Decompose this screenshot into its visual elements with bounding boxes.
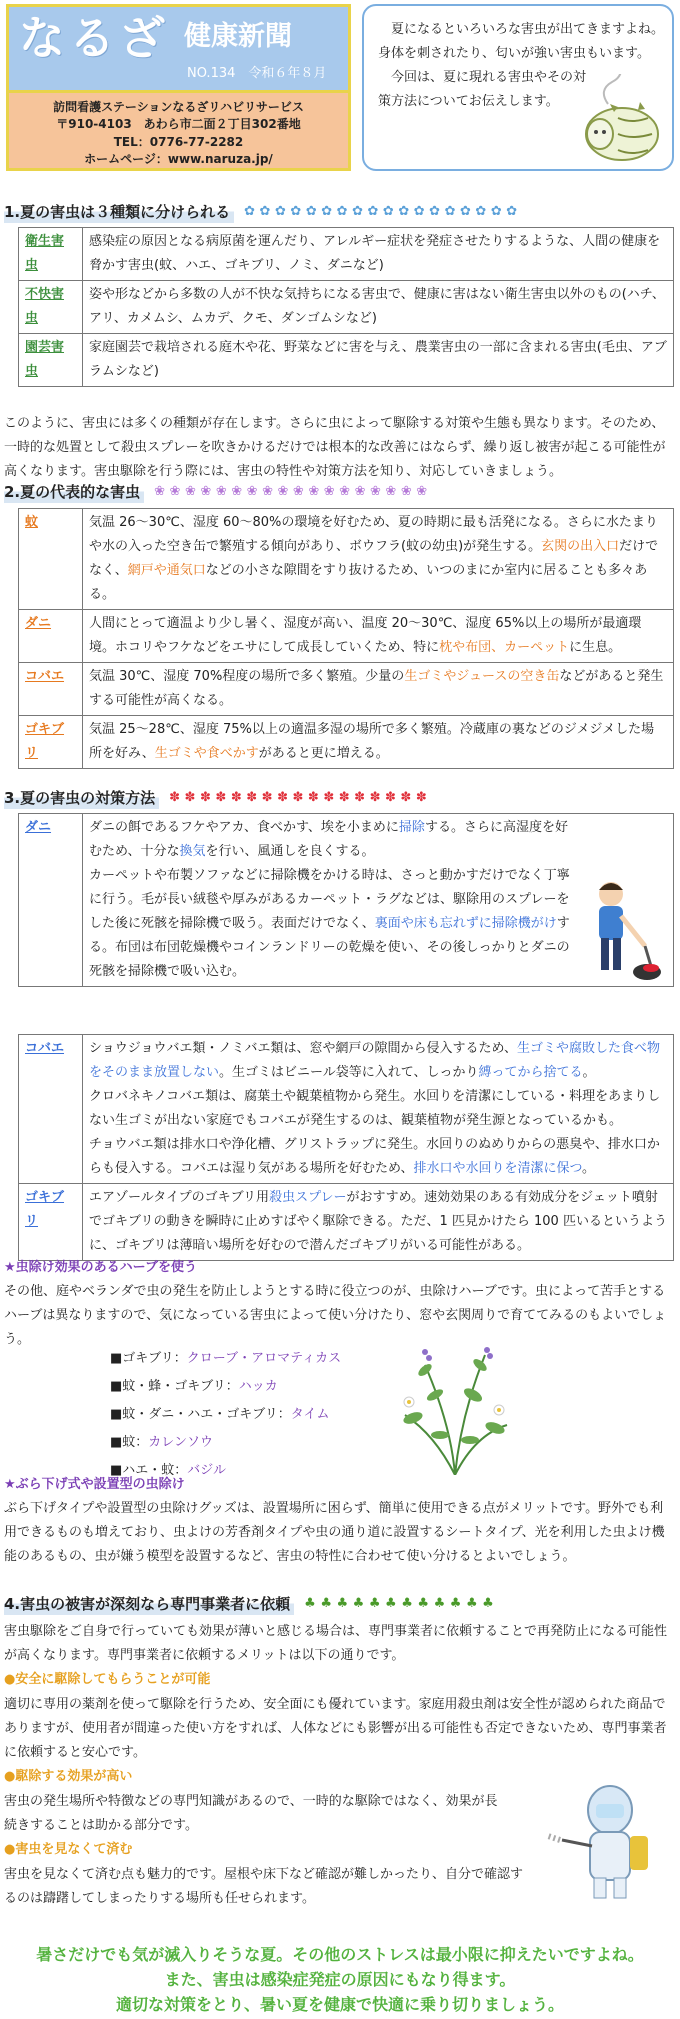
list-item: ■ゴキブリ：クローブ・アロマティカス [110,1351,342,1366]
table-row [19,1035,674,1184]
closing-line-2: また、害虫は感染症発症の原因にもなり得ます。 [164,1969,516,1989]
table-row [19,509,674,610]
category-key: 園芸害虫 [19,334,83,387]
org-homepage[interactable]: ホームページ：www.naruza.jp/ [84,152,273,167]
category-key: 衛生害虫 [19,228,83,281]
kobae-measures [83,1035,674,1184]
org-name: 訪問看護ステーションなるざリハビリサービス [53,100,304,114]
issue-number: NO.134 令和６年８月 [187,66,327,81]
pest-name: ゴキブリ [19,716,83,769]
section1-summary: このように、害虫には多くの種類が存在します。さらに虫によって駆除する対策や生態も異なります。そのため、一時的な処置として殺虫スプレーを吹きかけるだけでは根本的な改善にはならず、繰り返し被害が起こる可能性が高くなります。害虫駆除を行う際には、害虫の特性や対策方法を知り、対応していきましょう。 [4,416,666,480]
pest-name: コバエ [19,663,83,716]
point-text: 害虫の発生場所や特徴などの専門知識があるので、一時的な駆除ではなく、効果が長続きすることは助かる部分です。 [4,1794,498,1834]
org-tel: TEL：0776-77-2282 [113,134,244,149]
intro-paragraph-2: 今回は、夏に現れる害虫やその対策方法についてお伝えします。 [378,70,587,110]
list-item: ■蚊・ダニ・ハエ・ゴキブリ：タイム [110,1406,330,1422]
hibiscus-decoration-icons: ✽ ✽ ✽ ✽ ✽ ✽ ✽ ✽ ✽ ✽ ✽ ✽ ✽ ✽ ✽ ✽ ✽ [169,790,427,806]
herb-list [110,1345,341,1485]
point-title: ●駆除する効果が高い [4,1769,133,1784]
hanging-text: ぶら下げタイプや設置型の虫除けグッズは、設置場所に困らず、簡単に使用できる点がメリットです。野外でも利用できるものも増えており、虫よけの芳香剤タイプや虫の通り道に設置するシートタイプ、光を利用した虫よけ機能のあるもの、虫が嫌う模型を設置するなど、害虫の特性に合わせて使い分けるとよいでしょう。 [4,1501,665,1565]
list-item: ■ハエ・蚊：バジル [110,1462,226,1478]
section4-heading: 4.害虫の被害が深刻なら専門事業者に依頼 ♣ ♣ ♣ ♣ ♣ ♣ ♣ ♣ ♣ ♣ ♣ ♣ [4,1595,494,1613]
newsletter-subtitle: 健康新聞 [184,21,292,52]
table-row [19,334,674,387]
category-key: 不快害虫 [19,281,83,334]
kobae-measure-2: クロバネキノコバエ類は、腐葉土や観葉植物から発生。水回りを清潔にしている・料理をあまりしない生ゴミが出ない家庭でもコバエが発生するのは、観葉植物が発生源となっているかも。 [89,1089,661,1129]
pest-name: ゴキブリ [19,1184,83,1261]
kobae-measure-1: ショウジョウバエ類・ノミバエ類は、窓や網戸の隙間から侵入するため、生ゴミや腐敗した食べ物をそのまま放置しない。生ゴミはビニール袋等に入れて、しっかり縛ってから捨てる。 [89,1041,660,1081]
point-text: 害虫を見なくて済む点も魅力的です。屋根や床下など確認が難しかったり、自分で確認するのは躊躇してしまったりする場所も任せられます。 [4,1867,523,1907]
table-row [19,1184,674,1261]
pest-desc: 気温 26～30℃、湿度 60～80%の環境を好むため、夏の時期に最も活発になる。さらに水たまりや水の入った空き缶で繁殖する傾向があり、ボウフラ(蚊の幼虫)が発生する。玄関の出入口だけでなく、網戸や通気口などの小さな隙間をすり抜けるため、いつのまにか室内に居ることも多々ある。 [83,509,674,610]
list-item: ■蚊・蜂・ゴキブリ：ハッカ [110,1378,278,1394]
masthead [6,4,351,171]
representative-pests-table [18,508,674,769]
section3-heading: 3.夏の害虫の対策方法 ✽ ✽ ✽ ✽ ✽ ✽ ✽ ✽ ✽ ✽ ✽ ✽ ✽ ✽ ✽ ✽ ✽ [4,789,427,807]
herb-text: その他、庭やベランダで虫の発生を防止しようとする時に役立つのが、虫除けハーブです。虫によって苦手とするハーブは異なりますので、気になっている害虫によって使い分けたり、窓や玄関周りで育ててみるのもよいでしょう。 [4,1284,667,1348]
org-address: 〒910-4103 あわら市二面２丁目302番地 [56,117,301,132]
table-row [19,610,674,663]
pest-category-table [18,227,674,387]
table-row [19,663,674,716]
newsletter-title: なるざ [19,11,169,65]
category-desc: 感染症の原因となる病原菌を運んだり、アレルギー症状を発症させたりするような、人間の健康を脅かす害虫(蚊、ハエ、ゴキブリ、ノミ、ダニなど) [83,228,674,281]
pest-desc: 気温 25～28℃、湿度 75%以上の適温多湿の場所で多く繁殖。冷蔵庫の裏などのジメジメした場所を好み、生ゴミや食べかすがあると更に増える。 [83,716,674,769]
table-row [19,814,674,987]
kobae-measure-3: チョウバエ類は排水口や浄化槽、グリストラップに発生。水回りのぬめりからの悪臭や、排水口からも侵入する。コバエは湿り気がある場所を好むため、排水口や水回りを清潔に保つ。 [89,1137,660,1177]
pest-name: ダニ [19,610,83,663]
mite-countermeasure-table [18,813,674,987]
table-row [19,228,674,281]
point-title: ●安全に駆除してもらうことが可能 [4,1672,211,1687]
table-row [19,281,674,334]
closing-line-1: 暑さだけでも気が滅入りそうな夏。その他のストレスは最小限に抑えたいですよね。 [36,1945,644,1964]
list-item: ■蚊：カレンソウ [110,1434,213,1450]
table-row [19,716,674,769]
section1-heading: 1.夏の害虫は３種類に分けられる ✿ ✿ ✿ ✿ ✿ ✿ ✿ ✿ ✿ ✿ ✿ ✿ ✿ ✿ ✿ ✿ ✿ ✿ [4,203,518,221]
section2-heading: 2.夏の代表的な害虫 ❀ ❀ ❀ ❀ ❀ ❀ ❀ ❀ ❀ ❀ ❀ ❀ ❀ ❀ ❀ ❀ ❀ ❀ [4,483,428,501]
mite-measure-1: ダニの餌であるフケやアカ、食べかす、埃を小まめに掃除する。さらに高湿度を好むため、十分な換気を行い、風通しを良くする。 [89,820,568,860]
intro-box [362,4,674,171]
mite-measure-2: カーペットや布製ソファなどに掃除機をかける時は、さっと動かすだけでなく丁寧に行う。毛が長い絨毯や厚みがあるカーペット・ラグなどは、駆除用のスプレーをした後に死骸を掃除機で吸う。表面だけでなく、裏面や床も忘れずに掃除機がけする。布団は布団乾燥機やコインランドリーの乾燥を使い、その後しっかりとダニの死骸を掃除機で吸い込む。 [89,868,570,980]
pest-desc: 人間にとって適温より少し暑く、湿度が高い、温度 20～30℃、湿度 65%以上の場所が最適環境。ホコリやフケなどをエサにして成長していくため、特に枕や布団、カーペットに生息。 [83,610,674,663]
roach-measures: エアゾールタイプのゴキブリ用殺虫スプレーがおすすめ。速効効果のある有効成分をジェット噴射でゴキブリの動きを瞬時に止めすばやく駆除できる。ただ、1 匹見かけたら 100 匹いるというように、ゴキブリは薄暗い場所を好むので潜んだゴキブリがいる可能性がある。 [83,1184,674,1261]
point-text: 適切に専用の薬剤を使って駆除を行うため、安全面にも優れています。家庭用殺虫剤は安全性が認められた商品でありますが、使用者が間違った使い方をすれば、人体などにも影響が出る可能性も否定できないため、専門事業者に依頼すると安心です。 [4,1697,667,1761]
mite-measures [83,814,674,987]
closing-message [0,1943,680,2017]
point-title: ●害虫を見なくて済む [4,1842,133,1857]
herb-heading: ★虫除け効果のあるハーブを使う [4,1260,198,1275]
exterminator-icon [540,1770,670,1900]
leaf-decoration-icons: ♣ ♣ ♣ ♣ ♣ ♣ ♣ ♣ ♣ ♣ ♣ ♣ [304,1596,494,1612]
hanging-heading: ★ぶら下げ式や設置型の虫除け [4,1477,185,1492]
masthead-title-block [6,4,351,93]
pest-name: コバエ [19,1035,83,1184]
pest-name: ダニ [19,814,83,987]
pest-desc: 気温 30℃、湿度 70%程度の場所で多く繁殖。少量の生ゴミやジュースの空き缶などがあると発生する可能性が高くなる。 [83,663,674,716]
pest-name: 蚊 [19,509,83,610]
fan-decoration-icons: ✿ ✿ ✿ ✿ ✿ ✿ ✿ ✿ ✿ ✿ ✿ ✿ ✿ ✿ ✿ ✿ ✿ ✿ [244,204,518,220]
category-desc: 姿や形などから多数の人が不快な気持ちになる害虫で、健康に害はない衛生害虫以外のもの(ハチ、アリ、カメムシ、ムカデ、クモ、ダンゴムシなど) [83,281,674,334]
vacuum-person-icon [581,876,667,986]
category-desc: 家庭園芸で栽培される庭木や花、野菜などに害を与え、農業害虫の一部に含まれる害虫(毛虫、アブラムシなど) [83,334,674,387]
kobae-roach-countermeasure-table [18,1034,674,1261]
flower-decoration-icons: ❀ ❀ ❀ ❀ ❀ ❀ ❀ ❀ ❀ ❀ ❀ ❀ ❀ ❀ ❀ ❀ ❀ ❀ [154,484,428,500]
section4-intro: 害虫駆除をご自身で行っていても効果が薄いと感じる場合は、専門事業者に依頼することで再発防止になる可能性が高くなります。専門事業者に依頼するメリットは以下の通りです。 [4,1624,668,1664]
herb-plants-icon [395,1340,515,1475]
closing-line-3: 適切な対策をとり、暑い夏を健康で快適に乗り切りましょう。 [115,1994,564,2014]
intro-paragraph-1: 夏になるといろいろな害虫が出てきますよね。身体を刺されたり、匂いが強い害虫もいます。 [378,22,665,62]
masthead-contact-block [6,93,351,171]
mosquito-coil-pig-icon [578,74,662,166]
